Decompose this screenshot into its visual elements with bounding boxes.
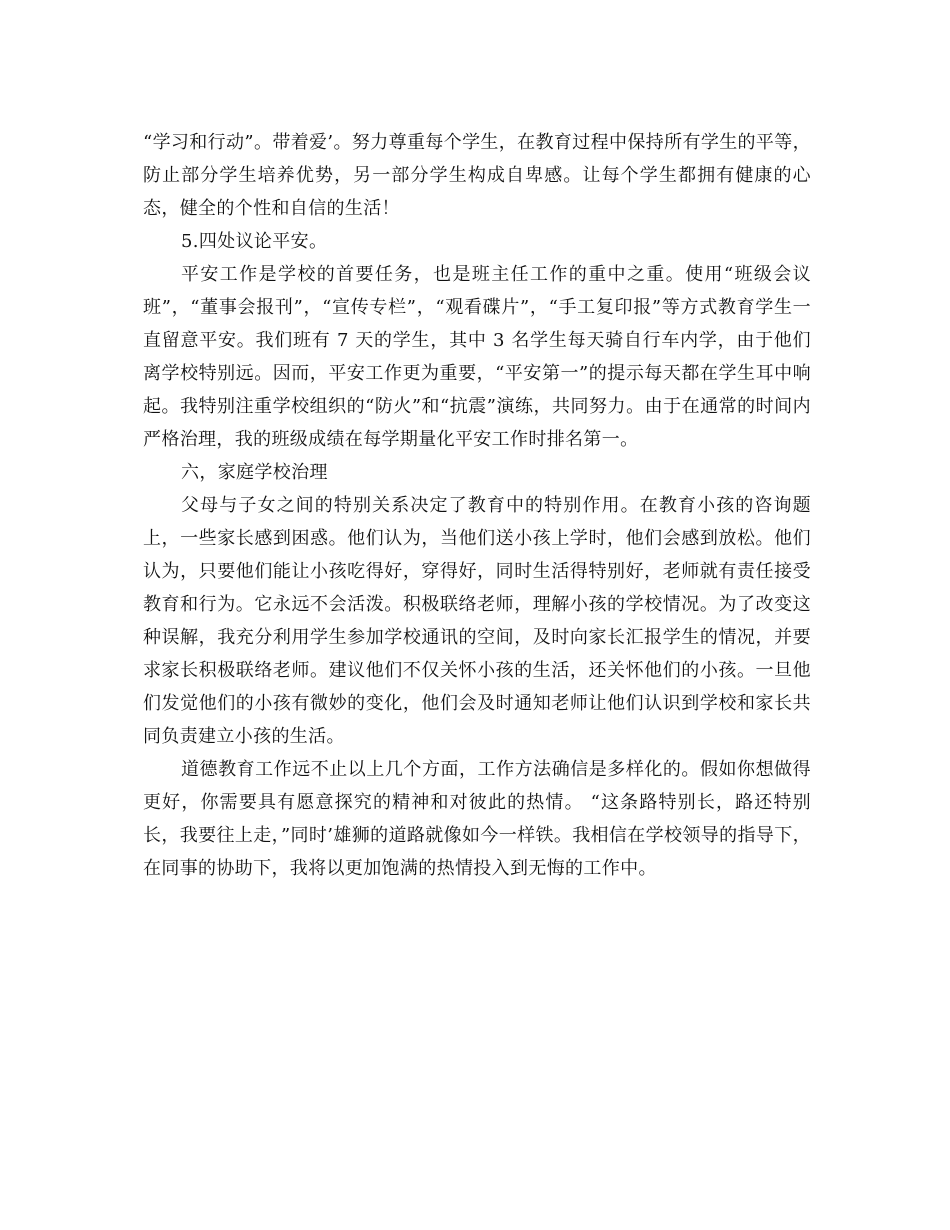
paragraph-parents-role: 父母与子女之间的特别关系决定了教育中的特别作用。在教育小孩的咨询题上，一些家长感到困惑。他们认为，当他们送小孩上学时，他们会感到放松。他们认为，只要他们能让小孩吃得好，穿得好，同时生活得特别好，老师就有责任接受教育和行为。它永远不会活泼。积极联络老师，理解小孩的学校情况。为了改变这种误解，我充分利用学生参加学校通讯的空间，及时向家长汇报学生的情况，并要求家长积极联络老师。建议他们不仅关怀小孩的生活，还关怀他们的小孩。一旦他们发觉他们的小孩有微妙的变化，他们会及时通知老师让他们认识到学校和家长共同负责建立小孩的生活。 [143, 495, 811, 747]
paragraph-safety-work: 平安工作是学校的首要任务，也是班主任工作的重中之重。使用“班级会议班”，“董事会报刊”，“宣传专栏”，“观看碟片”，“手工复印报”等方式教育学生一直留意平安。我们班有 7 天的学生，其中 3 名学生每天骑自行车内学，由于他们离学校特别远。因而，平安工作更为重要，“平安第一”的提示每天都在学生耳中响起。我特别注重学校组织的“防火”和“抗震”演练，共同努力。由于在通常的时间内严格治理，我的班级成绩在每学期量化平安工作时排名第一。 [143, 264, 811, 450]
document-body [143, 126, 811, 885]
section-heading-safety: 5.四处议论平安。 [181, 231, 328, 252]
section-heading-family-school: 六，家庭学校治理 [181, 462, 328, 483]
paragraph-conclusion: 道德教育工作远不止以上几个方面，工作方法确信是多样化的。假如你想做得更好，你需要具有愿意探究的精神和对彼此的热情。 “这条路特别长，路还特别长，我要往上走，”同时’雄狮的道路就像如今一样铁。我相信在学校领导的指导下，在同事的协助下，我将以更加饱满的热情投入到无悔的工作中。 [143, 759, 811, 879]
paragraph-respect-students: “学习和行动”。带着爱’。努力尊重每个学生，在教育过程中保持所有学生的平等，防止部分学生培养优势，另一部分学生构成自卑感。让每个学生都拥有健康的心态，健全的个性和自信的生活！ [143, 132, 811, 219]
